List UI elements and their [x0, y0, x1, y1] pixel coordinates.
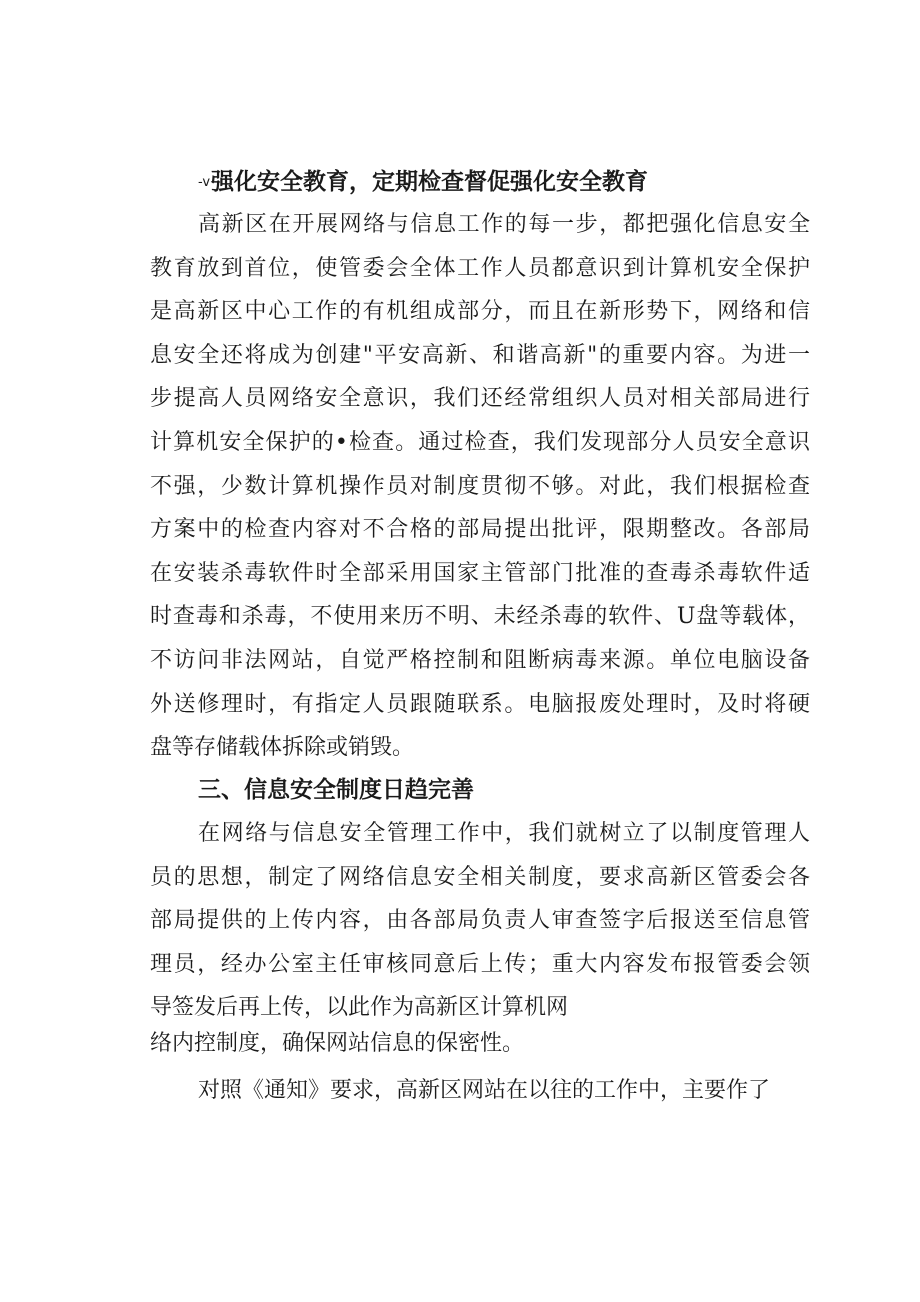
- paragraph-line: 计算机安全保护的•检查。通过检查，我们发现部分人员安全意识: [150, 429, 810, 455]
- section-heading-safety-education: [198, 167, 648, 198]
- paragraph-line: 盘等存储载体拆除或销毁。: [150, 735, 415, 761]
- paragraph-internal-control: 络内控制度，确保网站信息的保密性。: [150, 1031, 525, 1056]
- paragraph-notice-requirements: 对照《通知》要求，高新区网站在以往的工作中，主要作了: [198, 1078, 771, 1103]
- paragraph-line: 是高新区中心工作的有机组成部分，而且在新形势下，网络和信: [150, 299, 810, 325]
- paragraph-line: 教育放到首位，使管委会全体工作人员都意识到计算机安全保护: [150, 255, 810, 281]
- paragraph-line: 高新区在开展网络与信息工作的每一步，都把强化信息安全: [198, 212, 810, 237]
- heading-text: 强化安全教育，定期检查督促强化安全教育: [211, 169, 649, 195]
- paragraph-security-system: [150, 812, 810, 1030]
- paragraph-line: 理员，经办公室主任审核同意后上传；重大内容发布报管委会领: [150, 951, 810, 977]
- paragraph-line: 不访问非法网站，自觉严格控制和阻断病毒来源。单位电脑设备: [150, 647, 810, 673]
- heading-prefix-mark: -v: [198, 174, 211, 190]
- paragraph-line: 员的思想，制定了网络信息安全相关制度，要求高新区管委会各: [150, 864, 810, 890]
- paragraph-line: 导签发后再上传，以此作为高新区计算机网: [150, 995, 569, 1021]
- paragraph-line: 时查毒和杀毒，不使用来历不明、未经杀毒的软件、U盘等载体，: [150, 604, 810, 630]
- paragraph-safety-education: [150, 203, 810, 770]
- paragraph-line: 息安全还将成为创建"平安高新、和谐高新"的重要内容。为进一: [150, 342, 810, 368]
- paragraph-line: 在安装杀毒软件时全部采用国家主管部门批准的查毒杀毒软件适: [150, 560, 810, 586]
- paragraph-line: 外送修理时，有指定人员跟随联系。电脑报废处理时，及时将硬: [150, 691, 810, 717]
- paragraph-line: 在网络与信息安全管理工作中，我们就树立了以制度管理人: [198, 821, 810, 846]
- heading-text: 三、信息安全制度日趋完善: [198, 777, 474, 803]
- paragraph-line: 不强，少数计算机操作员对制度贯彻不够。对此，我们根据检查: [150, 473, 810, 499]
- paragraph-line: 方案中的检查内容对不合格的部局提出批评，限期整改。各部局: [150, 517, 810, 543]
- paragraph-line: 部局提供的上传内容，由各部局负责人审查签字后报送至信息管: [150, 908, 810, 934]
- paragraph-line: 步提高人员网络安全意识，我们还经常组织人员对相关部局进行: [150, 386, 810, 412]
- section-heading-security-system: [198, 775, 474, 805]
